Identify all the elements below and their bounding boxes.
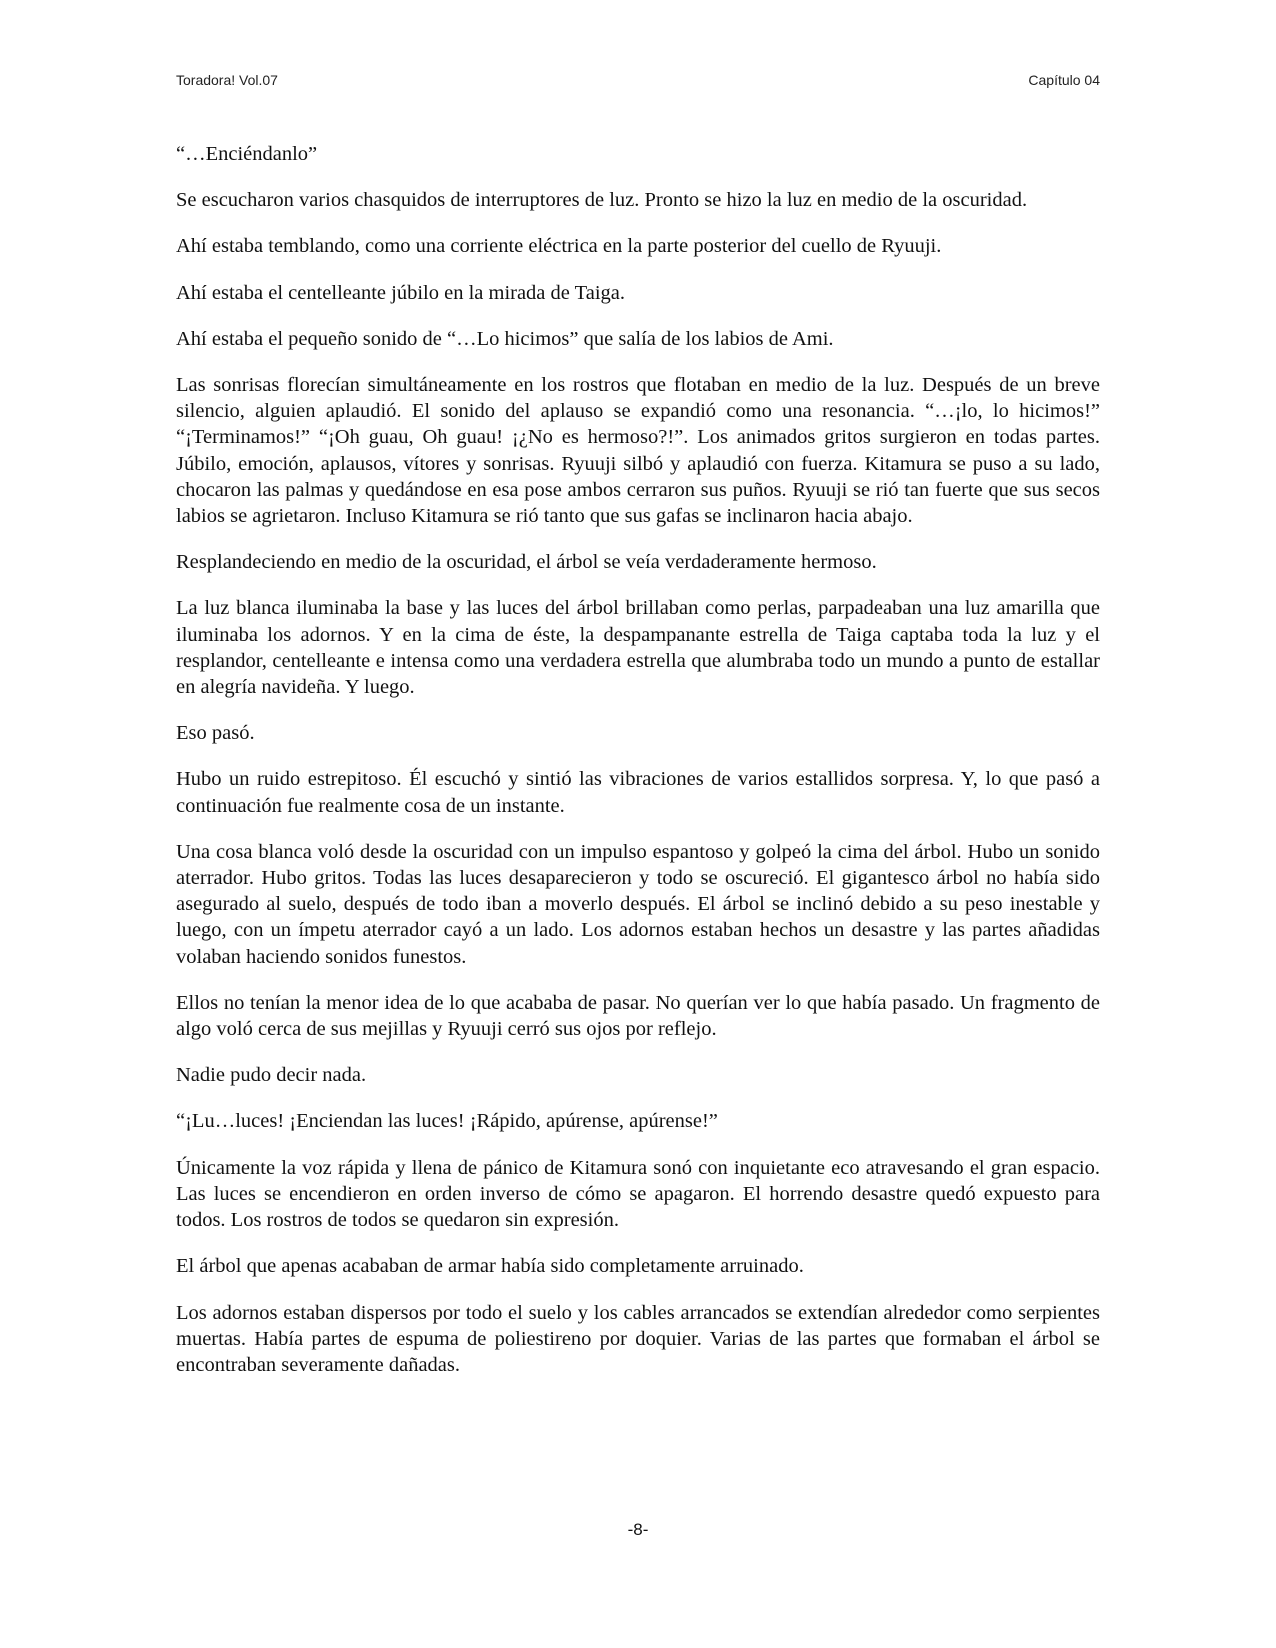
chapter-title: Capítulo 04 (1028, 72, 1100, 88)
paragraph: Ellos no tenían la menor idea de lo que acababa de pasar. No querían ver lo que había pasado. Un fragmento de algo voló cerca de sus mejillas y Ryuuji cerró sus ojos por reflejo. (176, 991, 1100, 1041)
paragraph: El árbol que apenas acababan de armar había sido completamente arruinado. (176, 1255, 804, 1278)
page-body (176, 141, 1100, 1398)
paragraph: Nadie pudo decir nada. (176, 1064, 367, 1087)
page-number: -8- (627, 1520, 649, 1539)
paragraph: Ahí estaba el pequeño sonido de “…Lo hicimos” que salía de los labios de Ami. (176, 327, 834, 350)
paragraph: Únicamente la voz rápida y llena de pánico de Kitamura sonó con inquietante eco atravesando el gran espacio. Las luces se encendieron en orden inverso de cómo se apagaron. El horrendo desastre quedó expuesto para todos. Los rostros de todos se quedaron sin expresión. (176, 1156, 1100, 1232)
paragraph: Eso pasó. (176, 722, 255, 745)
paragraph: Los adornos estaban dispersos por todo el suelo y los cables arrancados se extendían alrededor como serpientes muertas. Había partes de espuma de poliestireno por doquier. Varias de las partes que formaban el árbol se encontraban severamente dañadas. (176, 1301, 1100, 1376)
book-title: Toradora! Vol.07 (176, 72, 278, 88)
paragraph: Ahí estaba temblando, como una corriente eléctrica en la parte posterior del cuello de Ryuuji. (176, 235, 942, 258)
paragraph: Se escucharon varios chasquidos de interruptores de luz. Pronto se hizo la luz en medio de la oscuridad. (176, 189, 1028, 212)
paragraph: Las sonrisas florecían simultáneamente en los rostros que flotaban en medio de la luz. Después de un breve silencio, alguien aplaudió. El sonido del aplauso se expandió como una resonancia. “…¡lo, lo hicimos!” “¡Terminamos!” “¡Oh guau, Oh guau! ¡¿No es hermoso?!”. Los animados gritos surgieron en todas partes. Júbilo, emoción, aplausos, vítores y sonrisas. Ryuuji silbó y aplaudió con fuerza. Kitamura se puso a su lado, chocaron las palmas y quedándose en esa pose ambos cerraron sus puños. Ryuuji se rió tan fuerte que sus secos labios se agrietaron. Incluso Kitamura se rió tanto que sus gafas se inclinaron hacia abajo. (176, 374, 1100, 528)
paragraph: Resplandeciendo en medio de la oscuridad, el árbol se veía verdaderamente hermoso. (176, 551, 877, 574)
page-header (176, 72, 1100, 96)
paragraph: Una cosa blanca voló desde la oscuridad con un impulso espantoso y golpeó la cima del árbol. Hubo un sonido aterrador. Hubo gritos. Todas las luces desaparecieron y todo se oscureció. El gigantesco árbol no había sido asegurado al suelo, después de todo iban a moverlo después. El árbol se inclinó debido a su peso inestable y luego, con un ímpetu aterrador cayó a un lado. Los adornos estaban hechos un desastre y las partes añadidas volaban haciendo sonidos funestos. (176, 840, 1100, 968)
paragraph: “¡Lu…luces! ¡Enciendan las luces! ¡Rápido, apúrense, apúrense!” (176, 1110, 718, 1133)
paragraph: Ahí estaba el centelleante júbilo en la mirada de Taiga. (176, 281, 625, 304)
paragraph: La luz blanca iluminaba la base y las luces del árbol brillaban como perlas, parpadeaban una luz amarilla que iluminaba los adornos. Y en la cima de éste, la despampanante estrella de Taiga captaba toda la luz y el resplandor, centelleante e intensa como una verdadera estrella que alumbraba todo un mundo a punto de estallar en alegría navideña. Y luego. (176, 597, 1100, 699)
paragraph: Hubo un ruido estrepitoso. Él escuchó y sintió las vibraciones de varios estallidos sorpresa. Y, lo que pasó a continuación fue realmente cosa de un instante. (176, 768, 1100, 817)
paragraph: “…Enciéndanlo” (176, 143, 318, 165)
